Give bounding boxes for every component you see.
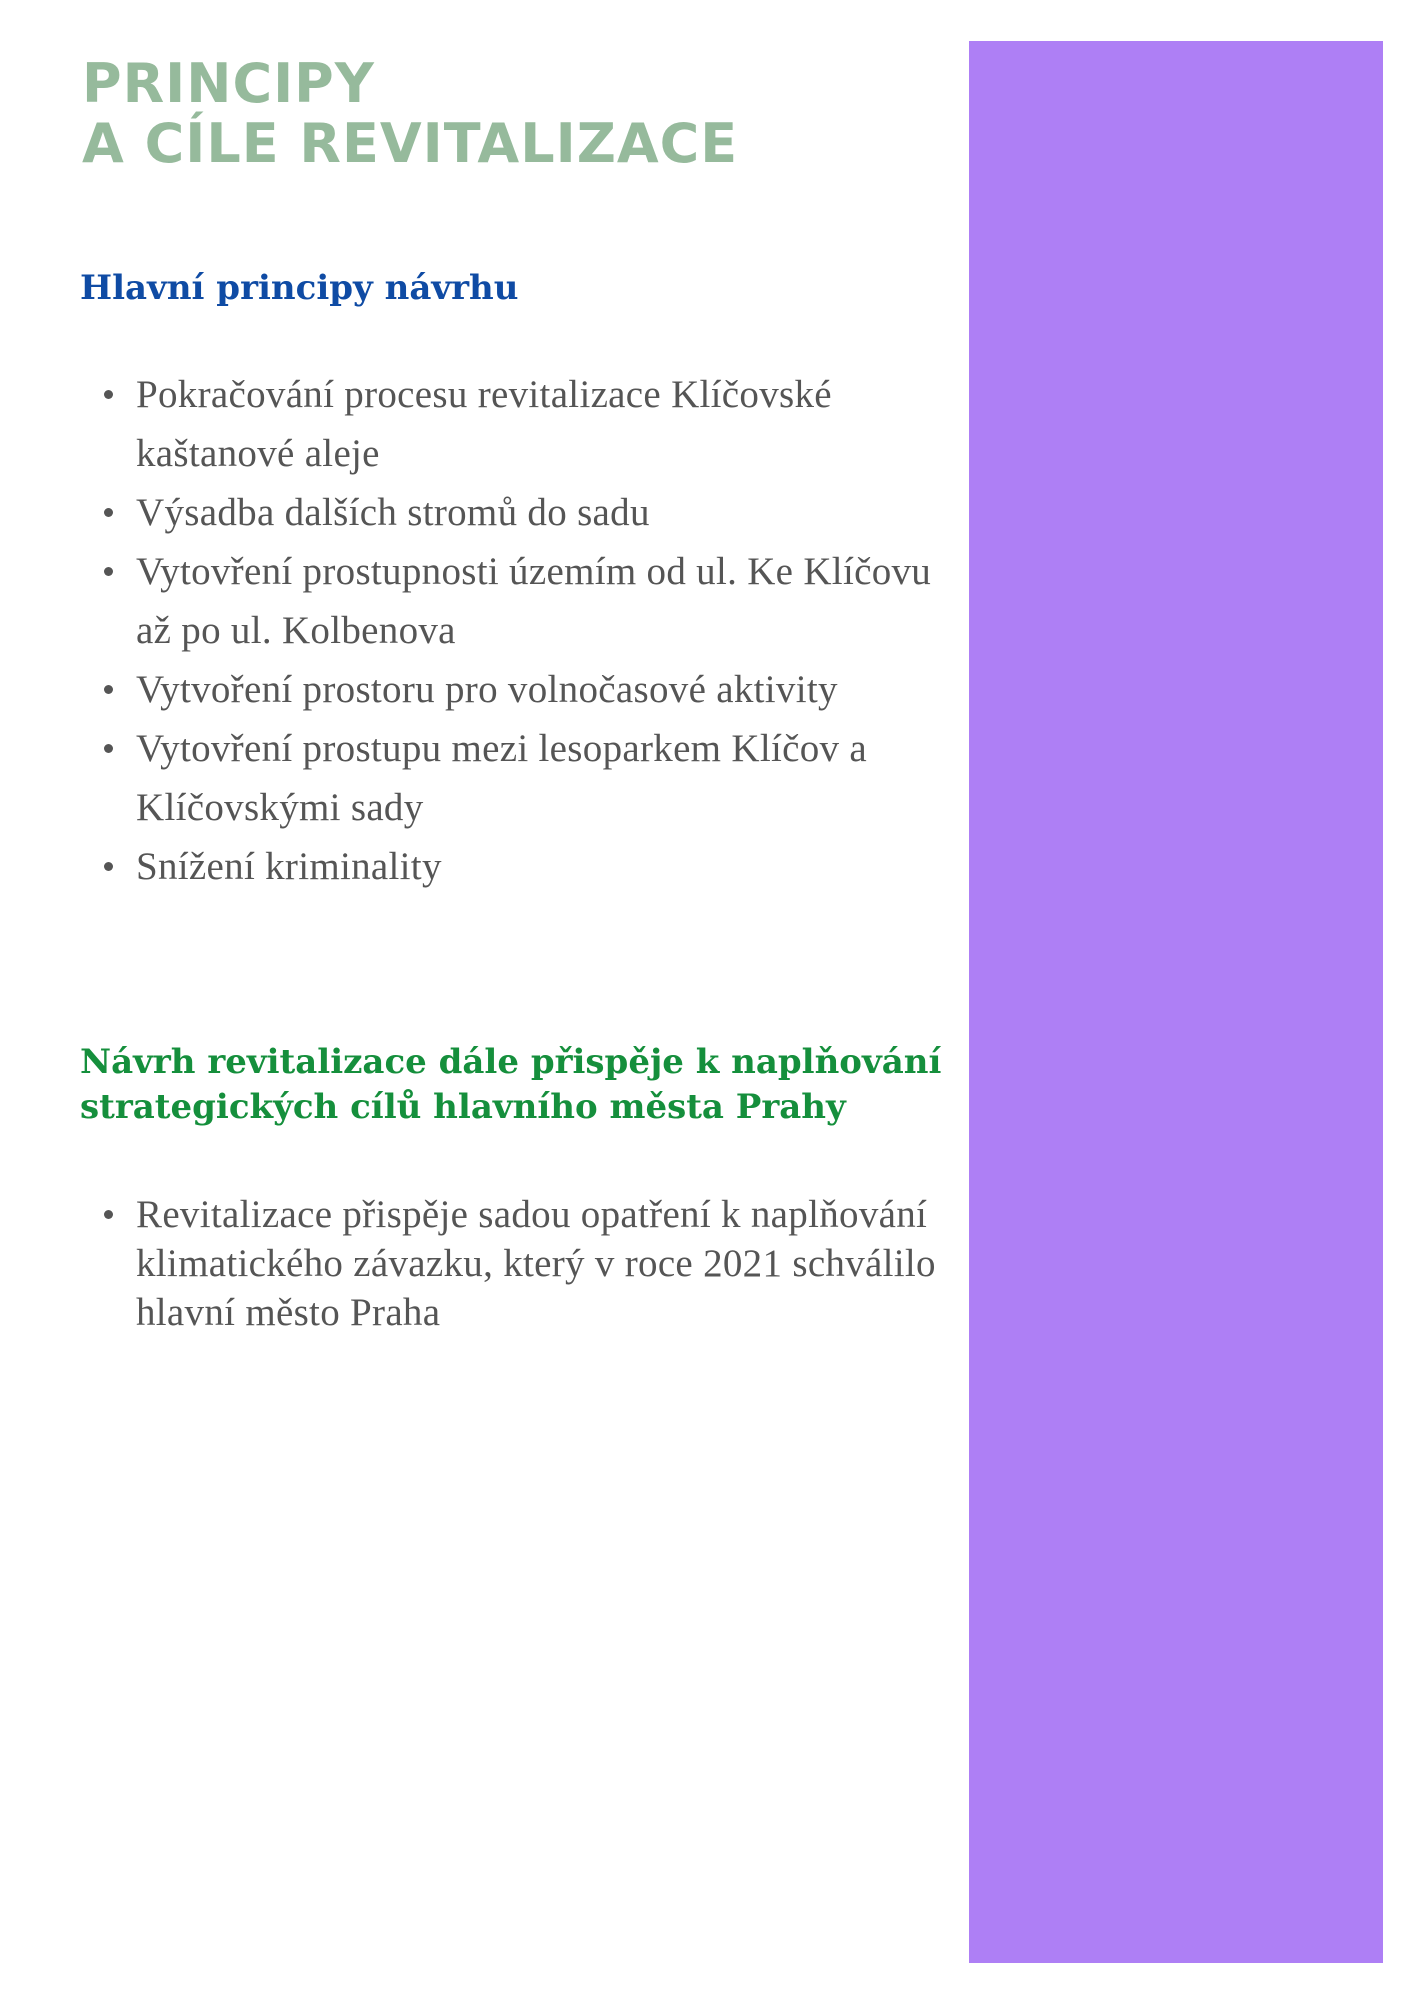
bullet-icon (104, 508, 113, 517)
bullet-icon (104, 390, 113, 399)
decorative-side-panel (969, 41, 1383, 1963)
page-title-line-2: A CÍLE REVITALIZACE (82, 112, 739, 175)
goals-heading: Návrh revitalizace dále přispěje k naplňování strategických cílů hlavního města Prahy (80, 1042, 942, 1127)
list-item-text: Výsadba dalších stromů do sadu (136, 491, 650, 534)
list-item (80, 719, 960, 837)
bullet-icon (104, 685, 113, 694)
list-item (80, 365, 960, 483)
bullet-icon (104, 862, 113, 871)
page-title-line-1: PRINCIPY (82, 52, 375, 115)
list-item (80, 837, 960, 896)
list-item-text: Vytovření prostupnosti územím od ul. Ke Klíčovu až po ul. Kolbenova (136, 550, 932, 652)
principles-heading: Hlavní principy návrhu (80, 268, 519, 308)
principles-list (80, 365, 960, 896)
list-item-text: Revitalizace přispěje sadou opatření k naplňování klimatického závazku, který v roce 2021 schválilo hlavní město Praha (136, 1193, 936, 1334)
list-item (80, 542, 960, 660)
list-item (80, 1190, 960, 1337)
bullet-icon (104, 1210, 113, 1219)
list-item-text: Vytovření prostupu mezi lesoparkem Klíčov a Klíčovskými sady (136, 727, 867, 829)
list-item-text: Pokračování procesu revitalizace Klíčovské kaštanové aleje (136, 373, 832, 475)
bullet-icon (104, 744, 113, 753)
page-title (82, 54, 738, 174)
list-item (80, 660, 960, 719)
list-item-text: Snížení kriminality (136, 845, 442, 888)
list-item (80, 483, 960, 542)
bullet-icon (104, 567, 113, 576)
goals-list (80, 1190, 960, 1337)
list-item-text: Vytvoření prostoru pro volnočasové aktivity (136, 668, 838, 711)
